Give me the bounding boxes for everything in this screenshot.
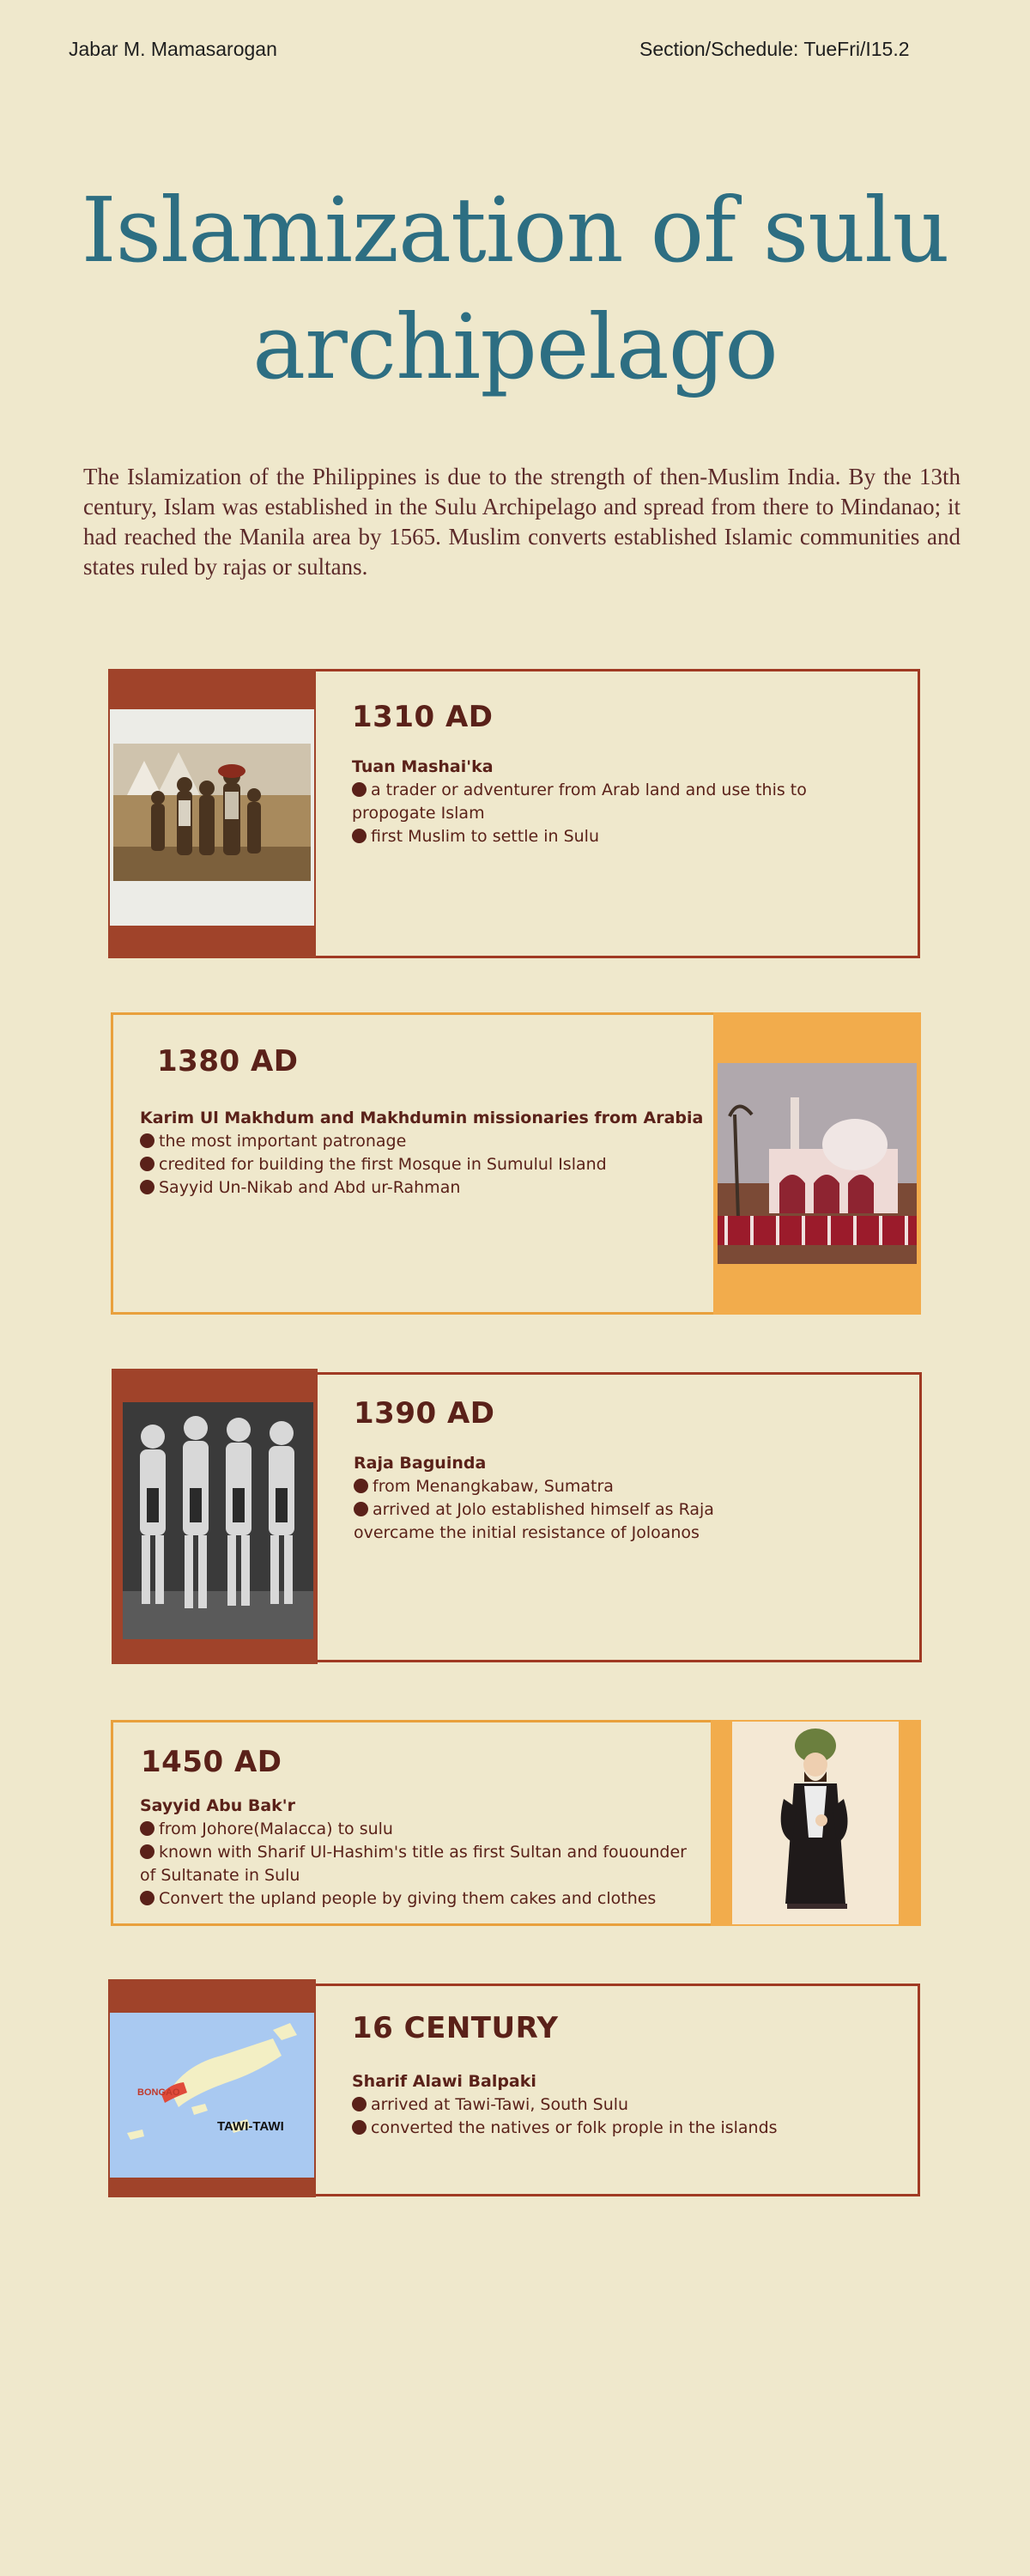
entry-list	[140, 1818, 689, 1911]
bullet-icon	[140, 1844, 154, 1859]
entry-year: 16 CENTURY	[352, 2011, 559, 2045]
entry-person-name: Sharif Alawi Balpaki	[352, 2072, 536, 2091]
mosque-photo-image	[718, 1063, 917, 1264]
entry-year: 1380 AD	[157, 1044, 299, 1078]
entry-list-item: arrived at Jolo established himself as Raja overcame the initial resistance of Joloanos	[354, 1500, 714, 1542]
bullet-icon	[352, 829, 367, 843]
entry-person-name: Raja Baguinda	[354, 1454, 487, 1473]
entry-list-item: the most important patronage	[140, 1130, 689, 1153]
entry-list-item: Sayyid Un-Nikab and Abd ur-Rahman	[140, 1176, 689, 1200]
entry-list	[352, 779, 867, 848]
entry-person-name: Karim Ul Makhdum and Makhdumin missionaries from Arabia	[140, 1109, 704, 1127]
entry-list-item: from Johore(Malacca) to sulu	[140, 1818, 689, 1841]
intro-paragraph: The Islamization of the Philippines is due to the strength of then-Muslim India. By the 13th century, Islam was established in the Sulu Archipelago and spread from there to Mindanao; it had reached the Manila area by 1565. Muslim converts established Islamic communities and states ruled by rajas or sultans.	[83, 464, 960, 580]
bullet-icon	[352, 2120, 367, 2135]
entry-list-item: Convert the upland people by giving them cakes and clothes	[140, 1887, 689, 1911]
author-name: Jabar M. Mamasarogan	[69, 38, 277, 60]
bullet-icon	[140, 1891, 154, 1905]
bullet-icon	[140, 1180, 154, 1194]
tawi-tawi-map-image	[110, 2013, 314, 2178]
entry-year: 1390 AD	[354, 1396, 495, 1431]
bullet-icon	[352, 2097, 367, 2111]
bullet-icon	[140, 1133, 154, 1148]
entry-list-item: from Menangkabaw, Sumatra	[354, 1475, 766, 1498]
page-title: Islamization of sulu archipelago	[81, 178, 949, 399]
entry-list	[140, 1130, 689, 1200]
entry-list-item: a trader or adventurer from Arab land and use this to propogate Islam	[352, 781, 807, 823]
sultan-portrait-image	[732, 1722, 899, 1924]
entry-list-item: credited for building the first Mosque in Sumulul Island	[140, 1153, 689, 1176]
entry-list-item: arrived at Tawi-Tawi, South Sulu	[352, 2093, 901, 2117]
entry-list-item: converted the natives or folk prople in the islands	[352, 2117, 901, 2140]
warriors-photo-image	[123, 1402, 313, 1639]
section-schedule: Section/Schedule: TueFri/I15.2	[639, 38, 910, 60]
entry-year: 1450 AD	[141, 1745, 282, 1779]
bullet-icon	[352, 782, 367, 797]
map-label-tawi-tawi: TAWI-TAWI	[217, 2119, 284, 2134]
group-photo-image	[110, 709, 314, 926]
entry-list-item: known with Sharif Ul-Hashim's title as first Sultan and fouounder of Sultanate in Sulu	[140, 1843, 687, 1885]
bullet-icon	[354, 1479, 368, 1493]
bullet-icon	[140, 1157, 154, 1171]
entry-list-item: first Muslim to settle in Sulu	[352, 825, 867, 848]
map-label-bongao: BONGAO	[137, 2087, 180, 2098]
entry-list	[354, 1475, 766, 1545]
bullet-icon	[140, 1821, 154, 1836]
bullet-icon	[354, 1502, 368, 1516]
entry-list	[352, 2093, 901, 2140]
entry-person-name: Tuan Mashai'ka	[352, 757, 494, 776]
entry-person-name: Sayyid Abu Bak'r	[140, 1796, 295, 1815]
entry-year: 1310 AD	[352, 700, 494, 734]
